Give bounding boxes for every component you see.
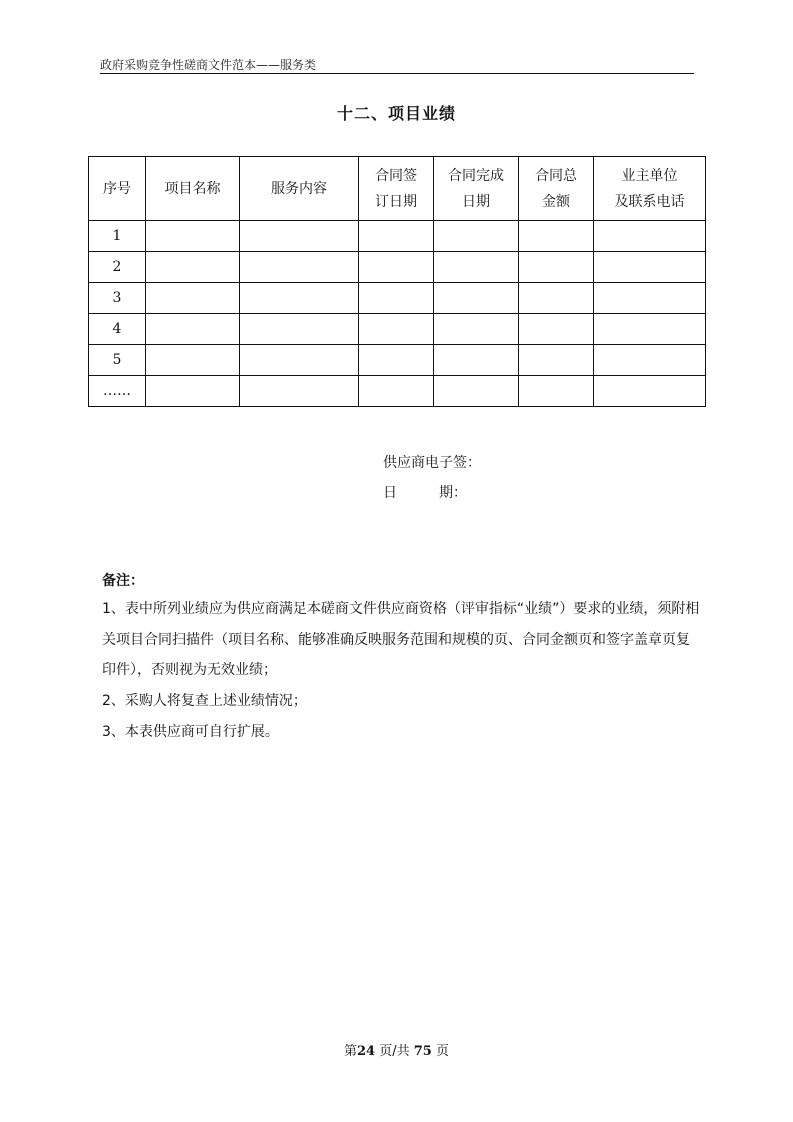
table-cell	[240, 376, 359, 407]
table-cell	[146, 314, 240, 345]
table-cell	[359, 221, 434, 252]
page-header: 政府采购竞争性磋商文件范本——服务类	[100, 58, 317, 72]
note-item: 1、表中所列业绩应为供应商满足本磋商文件供应商资格（评审指标“业绩”）要求的业绩，须附相关项目合同扫描件（项目名称、能够准确反映服务范围和规模的页、合同金额页和签字盖章页复印件），否则视为无效业绩；	[102, 601, 700, 678]
table-row	[89, 345, 706, 376]
header-service-content: 服务内容	[240, 157, 359, 221]
table-cell	[519, 345, 594, 376]
row-serial-cell: 4	[89, 314, 146, 345]
header-rule	[100, 73, 694, 74]
page-footer: 第24 页/共 75 页	[344, 1044, 449, 1059]
table-cell	[434, 345, 519, 376]
table-cell	[146, 376, 240, 407]
table-cell	[359, 252, 434, 283]
table-row	[89, 283, 706, 314]
header-project-name: 项目名称	[146, 157, 240, 221]
table-header-row	[89, 157, 706, 221]
table-row	[89, 314, 706, 345]
note-item: 3、本表供应商可自行扩展。	[102, 724, 279, 740]
table-cell	[519, 283, 594, 314]
table-cell	[434, 221, 519, 252]
table-cell	[594, 283, 706, 314]
table-cell	[519, 252, 594, 283]
table-row	[89, 376, 706, 407]
table-cell	[146, 345, 240, 376]
table-cell	[434, 283, 519, 314]
table-cell	[240, 252, 359, 283]
row-serial-cell: 5	[89, 345, 146, 376]
table-cell	[240, 314, 359, 345]
note-item: 2、采购人将复查上述业绩情况；	[102, 693, 307, 709]
table-cell	[434, 314, 519, 345]
table-cell	[240, 345, 359, 376]
header-serial: 序号	[89, 157, 146, 221]
table-cell	[359, 283, 434, 314]
header-completion-date: 合同完成 日期	[434, 157, 519, 221]
table-cell	[359, 314, 434, 345]
table-cell	[146, 252, 240, 283]
table-cell	[434, 252, 519, 283]
table-row	[89, 221, 706, 252]
table-cell	[146, 283, 240, 314]
table-cell	[359, 345, 434, 376]
table-cell	[434, 376, 519, 407]
table-cell	[594, 252, 706, 283]
row-serial-cell: 3	[89, 283, 146, 314]
table-cell	[240, 283, 359, 314]
table-row	[89, 252, 706, 283]
header-sign-date: 合同签 订日期	[359, 157, 434, 221]
table-cell	[519, 221, 594, 252]
row-serial-cell: 1	[89, 221, 146, 252]
row-serial-cell: 2	[89, 252, 146, 283]
supplier-signature-label: 供应商电子签：	[383, 455, 481, 471]
header-contract-amount: 合同总 金额	[519, 157, 594, 221]
table-cell	[519, 376, 594, 407]
header-owner-contact: 业主单位 及联系电话	[594, 157, 706, 221]
project-performance-table	[88, 156, 706, 407]
row-serial-cell: ……	[89, 376, 146, 407]
table-cell	[594, 314, 706, 345]
table-cell	[594, 376, 706, 407]
date-label: 日 期：	[383, 485, 467, 501]
table-cell	[519, 314, 594, 345]
notes-title: 备注：	[102, 573, 144, 589]
table-cell	[594, 345, 706, 376]
table-cell	[146, 221, 240, 252]
table-cell	[594, 221, 706, 252]
table-cell	[240, 221, 359, 252]
table-cell	[359, 376, 434, 407]
section-title: 十二、项目业绩	[336, 104, 456, 123]
